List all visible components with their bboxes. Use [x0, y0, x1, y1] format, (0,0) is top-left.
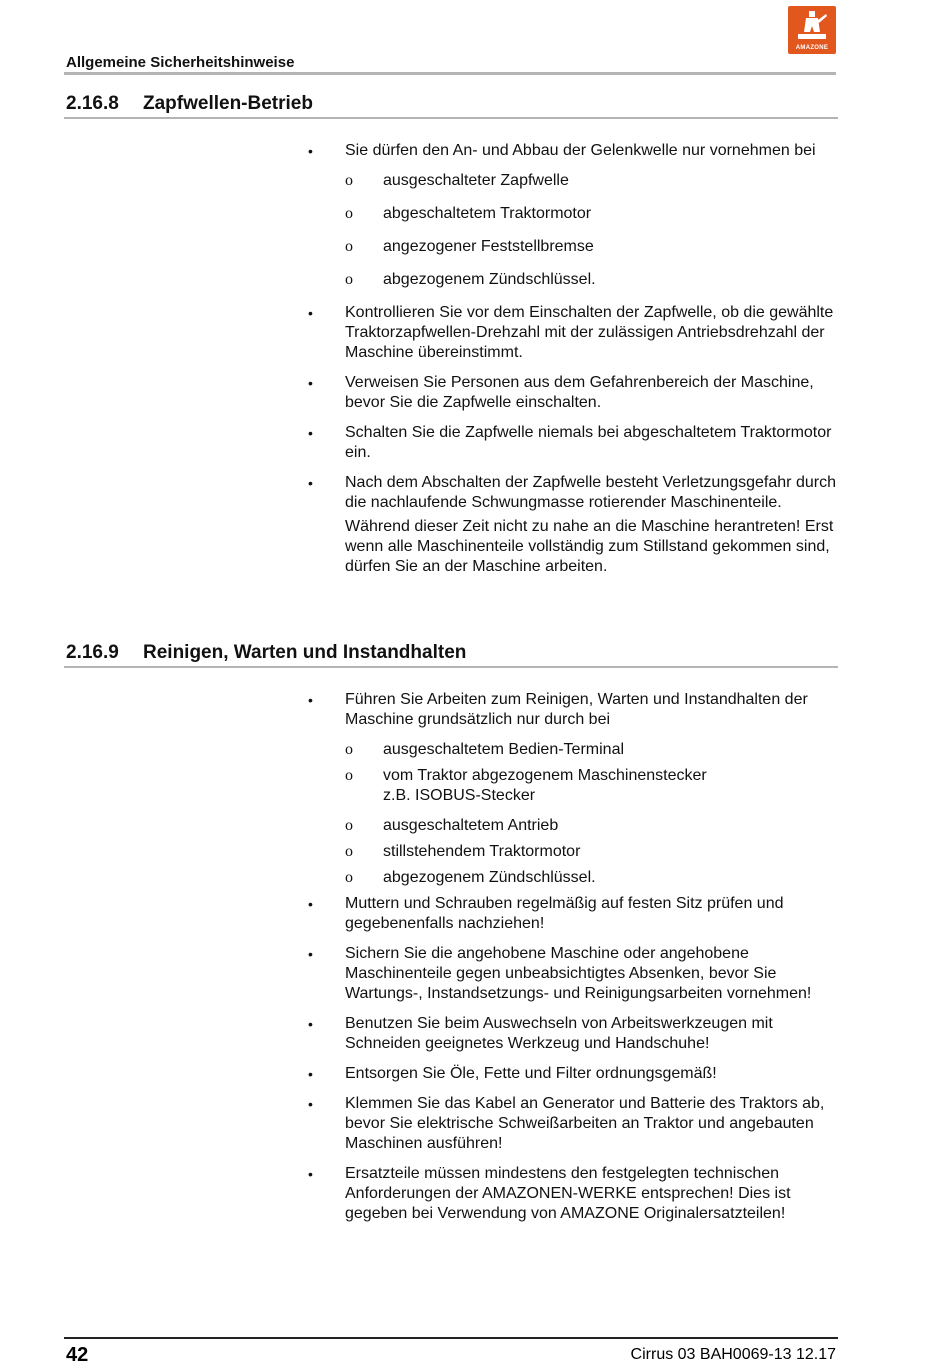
list-item: • Sichern Sie die angehobene Maschine oder angehobene Maschinenteile gegen unbeabsichtigtes Absenken, bevor Sie Wartungs-, Instandsetzungs- und Reinigungsarbeiten vornehmen!	[308, 945, 812, 1002]
list-item: • Klemmen Sie das Kabel an Generator und Batterie des Traktors ab, bevor Sie elektrische Schweißarbeiten an Traktor und angebauten Maschinen ausführen!	[308, 1095, 825, 1152]
sub-list-item: o abgeschaltetem Traktormotor	[345, 205, 592, 222]
list-item: • Muttern und Schrauben regelmäßig auf festen Sitz prüfen und gegebenenfalls nachziehen!	[308, 895, 784, 932]
sub-list-item: o abgezogenem Zündschlüssel.	[345, 869, 596, 886]
list-item: • Benutzen Sie beim Auswechseln von Arbeitswerkzeugen mit Schneiden geeignetes Werkzeug und Handschuhe!	[308, 1015, 773, 1052]
list-item: • Sie dürfen den An- und Abbau der Gelenkwelle nur vornehmen bei	[308, 142, 816, 159]
section-content-reinigen	[300, 690, 840, 1234]
section-title: Zapfwellen-Betrieb	[143, 93, 313, 114]
sub-list-item: o angezogener Feststellbremse	[345, 238, 594, 255]
section-content-zapfwellen	[300, 141, 840, 587]
document-reference: Cirrus 03 BAH0069-13 12.17	[630, 1346, 836, 1363]
note-paragraph: Während dieser Zeit nicht zu nahe an die Maschine herantreten! Erst wenn alle Maschinenteile vollständig zum Stillstand gekommen sind, dürfen Sie an der Maschine arbeiten.	[345, 518, 834, 575]
sub-list-item: o abgezogenem Zündschlüssel.	[345, 271, 596, 288]
section-rule	[64, 117, 838, 119]
page-number: 42	[66, 1344, 89, 1366]
section-heading-zapfwellen	[66, 93, 313, 115]
sub-list-item: o ausgeschaltetem Antrieb	[345, 817, 559, 834]
footer-rule	[64, 1337, 838, 1339]
section-number: 2.16.9	[66, 642, 119, 663]
amazone-logo	[788, 6, 836, 54]
section-heading-reinigen	[66, 642, 466, 664]
sub-list-item: o ausgeschaltetem Bedien-Terminal	[345, 741, 625, 758]
section-number: 2.16.8	[66, 93, 119, 114]
logo-text: AMAZONE	[795, 45, 829, 51]
list-item: • Verweisen Sie Personen aus dem Gefahrenbereich der Maschine, bevor Sie die Zapfwelle einschalten.	[308, 374, 814, 411]
sub-list-item: o ausgeschalteter Zapfwelle	[345, 172, 569, 189]
list-item: • Entsorgen Sie Öle, Fette und Filter ordnungsgemäß!	[308, 1065, 717, 1082]
list-item: • Ersatzteile müssen mindestens den festgelegten technischen Anforderungen der AMAZONEN-WERKE entsprechen! Dies ist gegeben bei Verwendung von AMAZONE Originalersatzteilen!	[308, 1165, 791, 1222]
running-header: Allgemeine Sicherheitshinweise	[66, 54, 295, 71]
section-rule	[64, 666, 838, 668]
header-rule	[64, 72, 836, 75]
list-item: • Nach dem Abschalten der Zapfwelle besteht Verletzungsgefahr durch die nachlaufende Schwungmasse rotierender Maschinenteile.	[308, 474, 836, 511]
list-item: • Kontrollieren Sie vor dem Einschalten der Zapfwelle, ob die gewählte Traktorzapfwellen-Drehzahl mit der zulässigen Antriebsdrehzahl der Maschine übereinstimmt.	[308, 304, 834, 361]
section-title: Reinigen, Warten und Instandhalten	[143, 642, 467, 663]
list-item: • Schalten Sie die Zapfwelle niemals bei abgeschaltetem Traktormotor ein.	[308, 424, 832, 461]
list-item: • Führen Sie Arbeiten zum Reinigen, Warten und Instandhalten der Maschine grundsätzlich nur durch bei	[308, 691, 808, 728]
sub-list-item: o stillstehendem Traktormotor	[345, 843, 581, 860]
sub-list-item: o vom Traktor abgezogenem Maschinenstecker z.B. ISOBUS-Stecker	[345, 767, 707, 804]
sower-figure-icon	[788, 6, 836, 46]
